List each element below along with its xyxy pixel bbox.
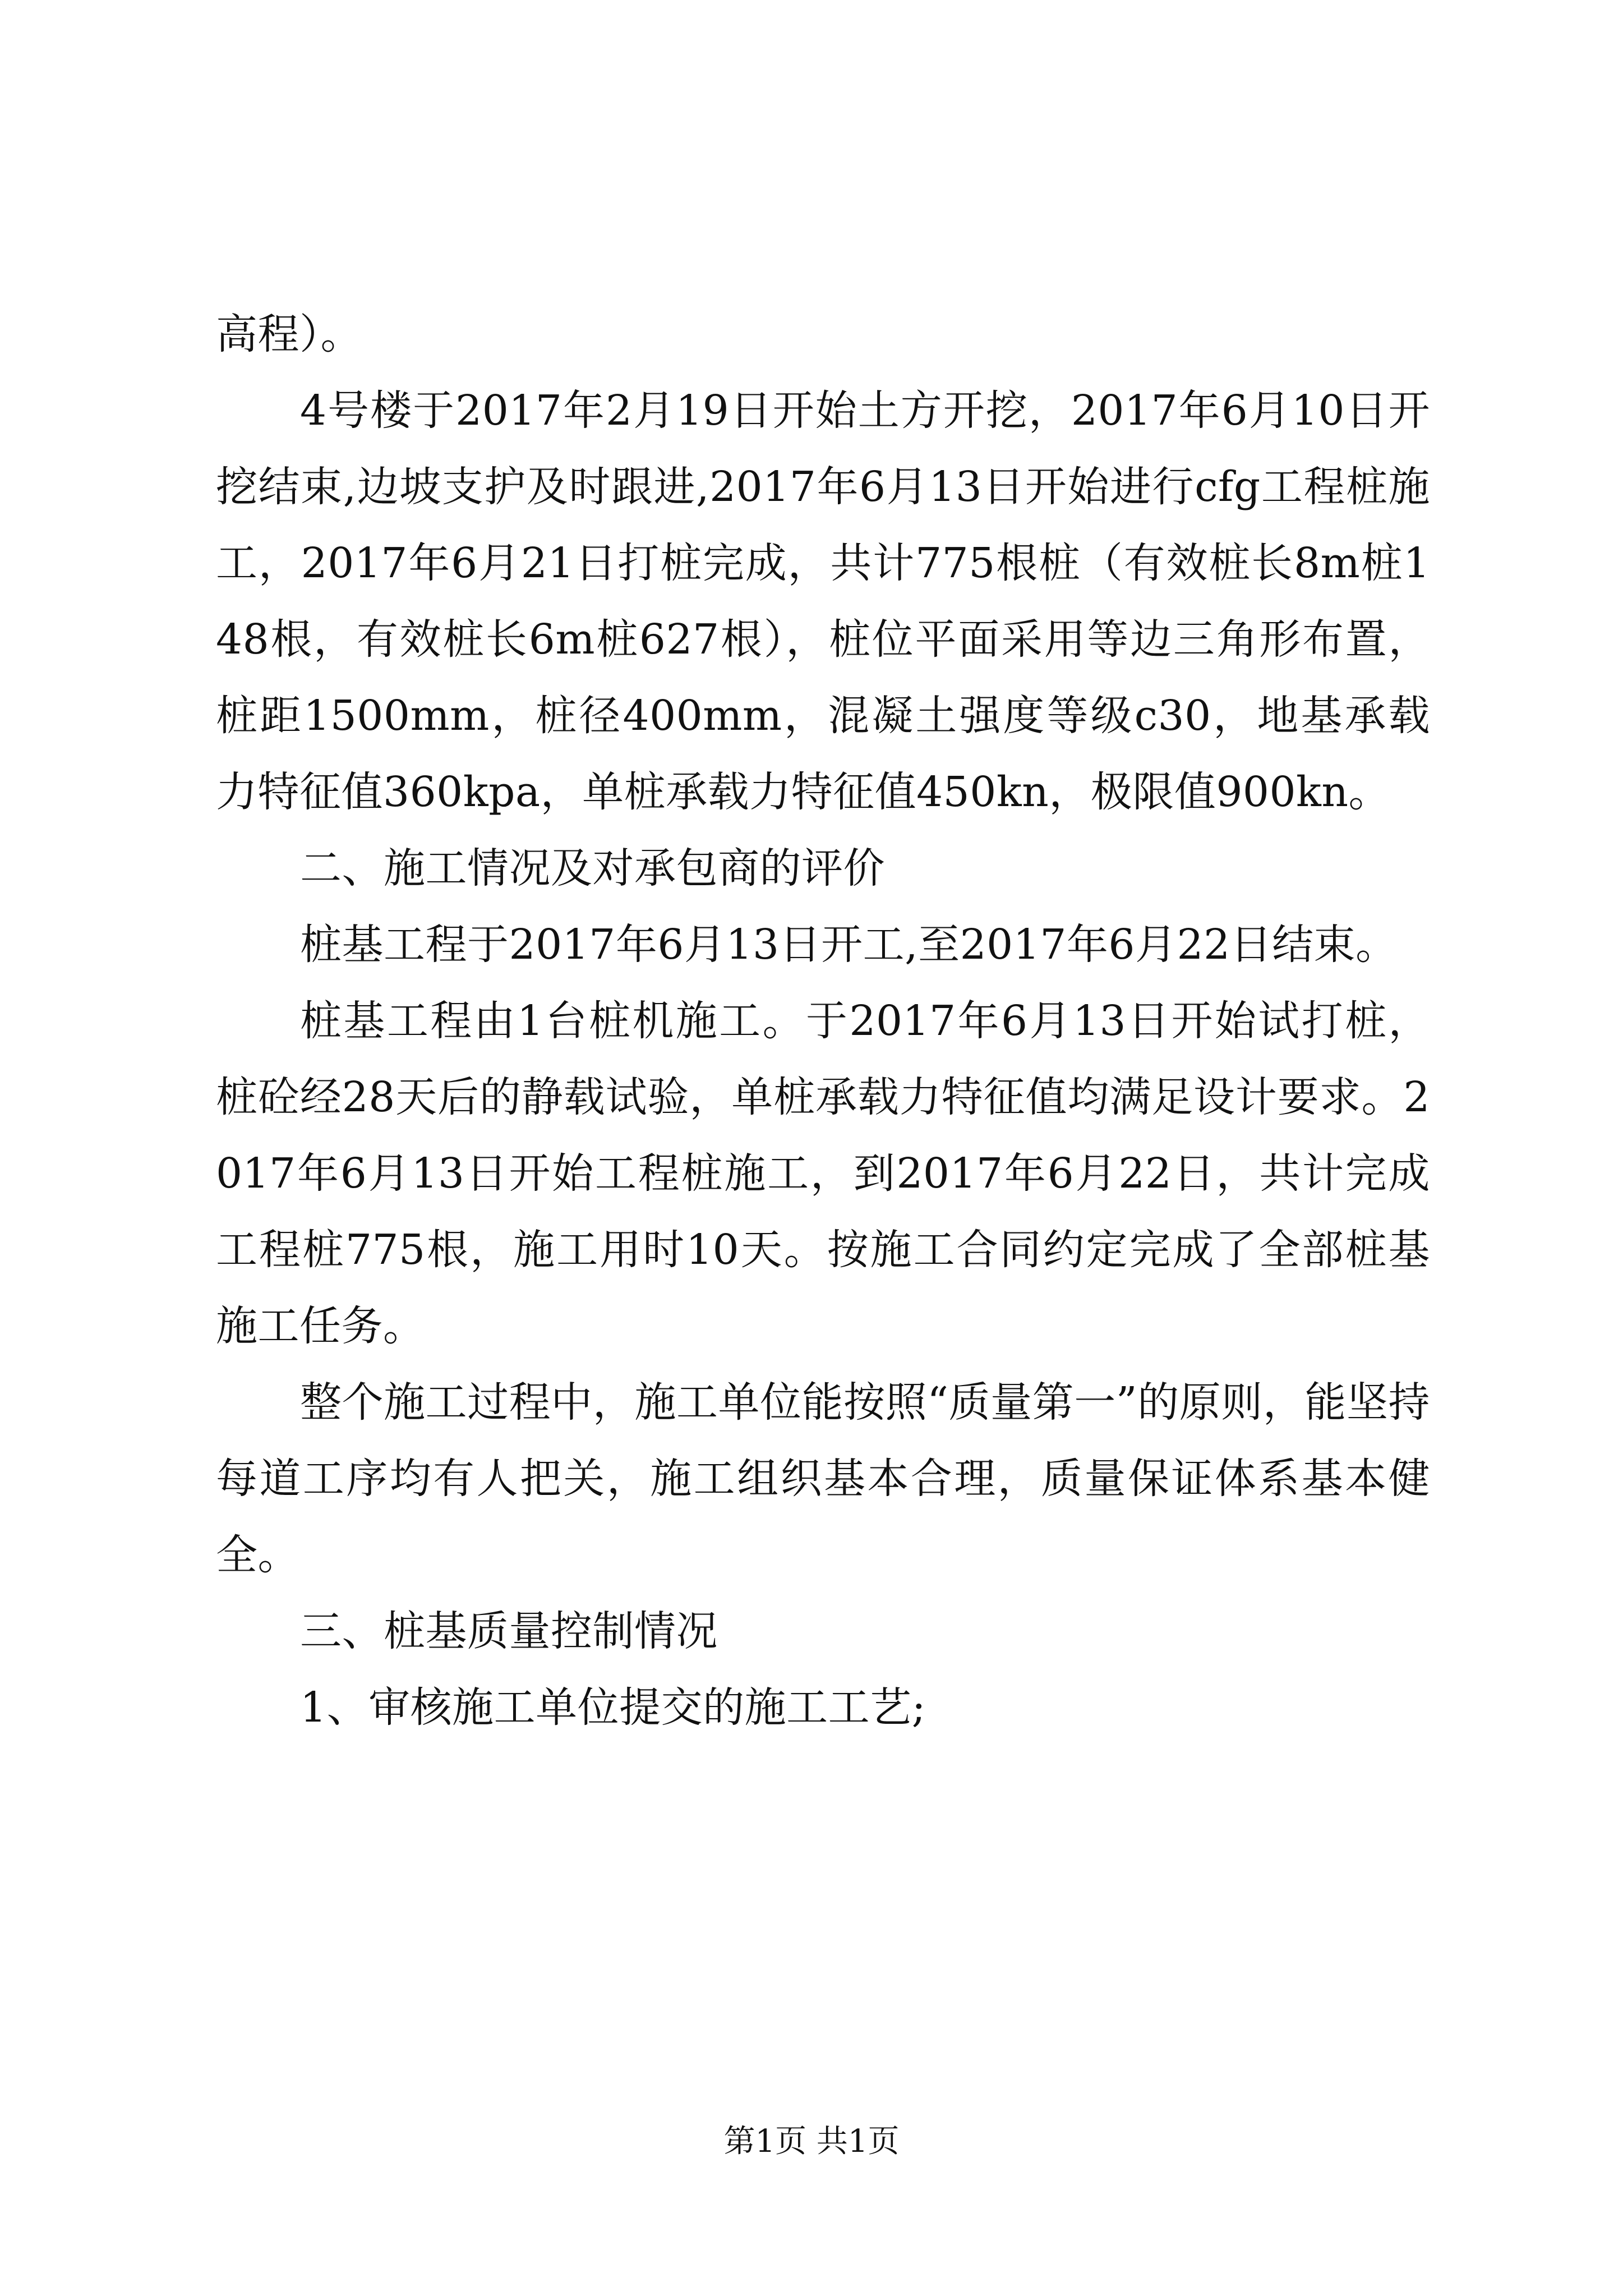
section-heading-3: 三、桩基质量控制情况: [300, 1607, 718, 1655]
paragraph-1: 高程）。: [216, 310, 362, 358]
paragraph-5: 桩基工程由1台桩机施工。于2017年6月13日开始试打桩，桩砼经28天后的静载试验，单桩承载力特征值均满足设计要求。2017年6月13日开始工程桩施工，到2017年6月22日，共计完成工程桩775根，施工用时10天。按施工合同约定完成了全部桩基施工任务。: [216, 997, 1430, 1350]
paragraph-6: 整个施工过程中，施工单位能按照“质量第一”的原则，能坚持每道工序均有人把关，施工组织基本合理，质量保证体系基本健全。: [216, 1378, 1430, 1579]
paragraph-4: 桩基工程于2017年6月13日开工,至2017年6月22日结束。: [300, 921, 1398, 969]
page-footer: 第1页 共1页: [723, 2123, 900, 2160]
list-item-1: 1、审核施工单位提交的施工工艺;: [300, 1683, 926, 1732]
section-heading-2: 二、施工情况及对承包商的评价: [300, 844, 885, 892]
paragraph-2: 4号楼于2017年2月19日开始土方开挖，2017年6月10日开挖结束,边坡支护及时跟进,2017年6月13日开始进行cfg工程桩施工，2017年6月21日打桩完成，共计775根桩（有效桩长8m桩148根，有效桩长6m桩627根），桩位平面采用等边三角形布置，桩距1500mm，桩径400mm，混凝土强度等级c30，地基承载力特征值360kpa，单桩承载力特征值450kn，极限值900kn。: [216, 386, 1430, 816]
document-body: [216, 296, 1430, 1746]
